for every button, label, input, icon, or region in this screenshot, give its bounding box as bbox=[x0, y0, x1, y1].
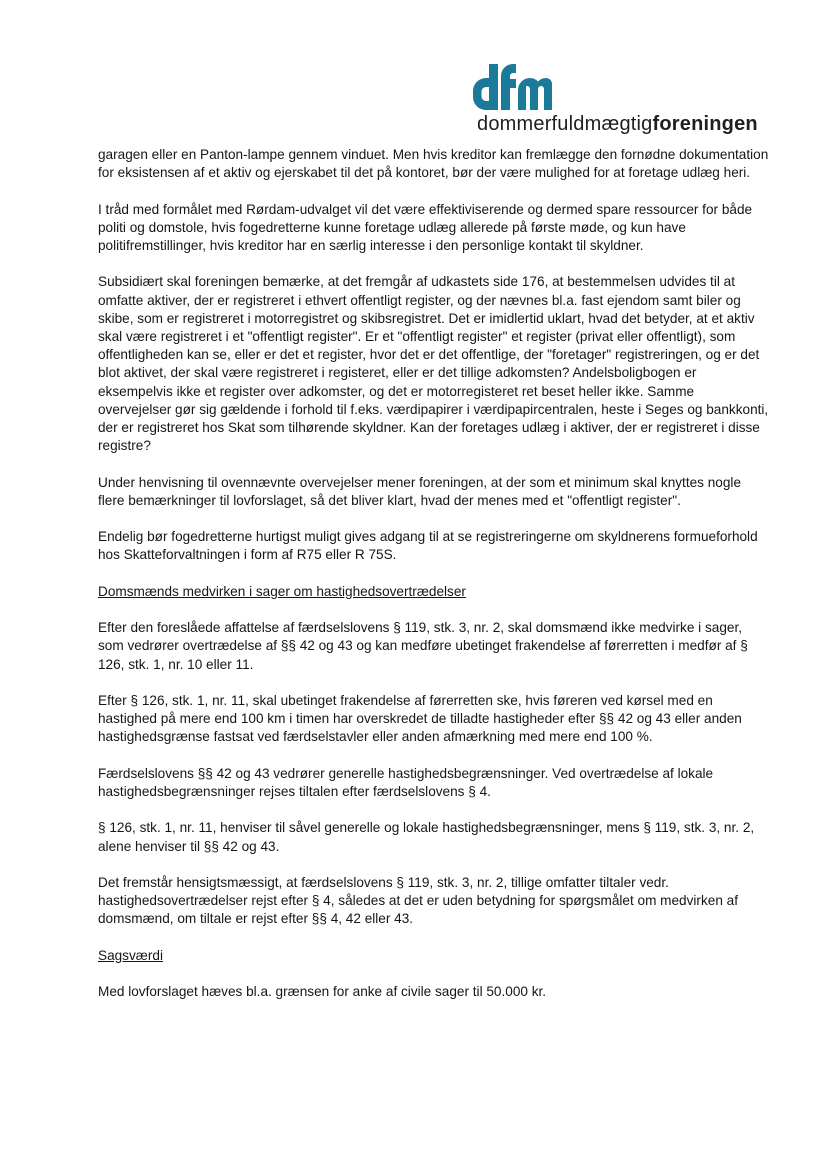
logo-wordmark bbox=[477, 113, 758, 136]
paragraph: I tråd med formålet med Rørdam-udvalget vil det være effektiviserende og dermed spare ressourcer for både politi og domstole, hvis fogedretterne kunne foretage udlæg allerede på første møde, og kun have politifremstillinger, hvis kreditor har en særlig interesse i den personlige kontakt til skyldner. bbox=[98, 201, 753, 253]
logo-wordmark-regular: dommerfuldmægtig bbox=[477, 113, 653, 135]
paragraph: Efter § 126, stk. 1, nr. 11, skal ubetinget frakendelse af førerretten ske, hvis føreren ved kørsel med en hastighed på mere end 100 km i timen har overskredet de tilladte hastigheder efter §§ 42 og 43 eller anden hastighedsgrænse fastsat ved færdselstavler eller anden afmærkning med mere end 100 %. bbox=[98, 692, 742, 745]
paragraph: garagen eller en Panton-lampe gennem vinduet. Men hvis kreditor kan fremlægge den fornødne dokumentation for eksistensen af et aktiv og ejerskabet til det på kontoret, bør der være mulighed for at foretage udlæg heri. bbox=[98, 147, 769, 181]
paragraph: Under henvisning til ovennævnte overvejelser mener foreningen, at der som et minimum skal knyttes nogle flere bemærkninger til lovforslaget, så det bliver klart, hvad der menes med et "offentligt register". bbox=[98, 474, 742, 508]
paragraph: Færdselslovens §§ 42 og 43 vedrører generelle hastighedsbegrænsninger. Ved overtrædelse af lokale hastighedsbegrænsninger rejses tiltalen efter færdselslovens § 4. bbox=[98, 765, 714, 799]
section-heading: Sagsværdi bbox=[98, 947, 163, 963]
paragraph: § 126, stk. 1, nr. 11, henviser til såvel generelle og lokale hastighedsbegrænsninger, mens § 119, stk. 3, nr. 2, alene henviser til §§ 42 og 43. bbox=[98, 820, 755, 854]
dfm-logo-mark bbox=[472, 62, 552, 112]
paragraph: Subsidiært skal foreningen bemærke, at det fremgår af udkastets side 176, at bestemmelsen udvides til at omfatte aktiver, der er registreret i ethvert offentligt register, og der nævnes bl.a. fast ejendom samt biler og skibe, som er registreret i motorregistret og skibsregistret. Det er imidlertid uklart, hvad det betyder, at et aktiv skal være registreret i et "offentligt register". Er et "offentligt register" et register (privat eller offentligt), som offentligheden kan se, eller er det et register, hvor det er det offentlige, der "foretager" registreringen, og er det blot aktivet, der skal være registreret i registeret, eller er det tillige adkomsten? Andelsboligbogen er eksempelvis ikke et register over adkomster, og det er motorregisteret ret beset heller ikke. Samme overvejelser gør sig gældende i forhold til f.eks. værdipapirer i værdipapircentralen, heste i Seges og bankkonti, der er registreret hos Skat som tilhørende skyldner. Kan der foretages udlæg i aktiver, der er registreret i disse registre? bbox=[98, 274, 769, 454]
logo-wordmark-bold: foreningen bbox=[652, 113, 758, 135]
section-heading: Domsmænds medvirken i sager om hastighedsovertrædelser bbox=[98, 583, 466, 599]
paragraph: Med lovforslaget hæves bl.a. grænsen for anke af civile sager til 50.000 kr. bbox=[98, 984, 547, 1000]
paragraph: Endelig bør fogedretterne hurtigst muligt gives adgang til at se registreringerne om skyldnerens formueforhold hos Skatteforvaltningen i form af R75 eller R 75S. bbox=[98, 529, 758, 563]
paragraph: Efter den foreslåede affattelse af færdselslovens § 119, stk. 3, nr. 2, skal domsmænd ikke medvirke i sager, som vedrører overtrædelse af §§ 42 og 43 og kan medføre ubetinget frakendelse af førerretten i medfør af § 126, stk. 1, nr. 10 eller 11. bbox=[98, 620, 748, 672]
paragraph: Det fremstår hensigtsmæssigt, at færdselslovens § 119, stk. 3, nr. 2, tillige omfatter tiltaler vedr. hastighedsovertrædelser rejst efter § 4, således at det er uden betydning for spørgsmålet om medvirken af domsmænd, om tiltale er rejst efter §§ 4, 42 eller 43. bbox=[98, 874, 738, 927]
organization-logo bbox=[462, 62, 762, 137]
document-body bbox=[98, 146, 770, 1020]
